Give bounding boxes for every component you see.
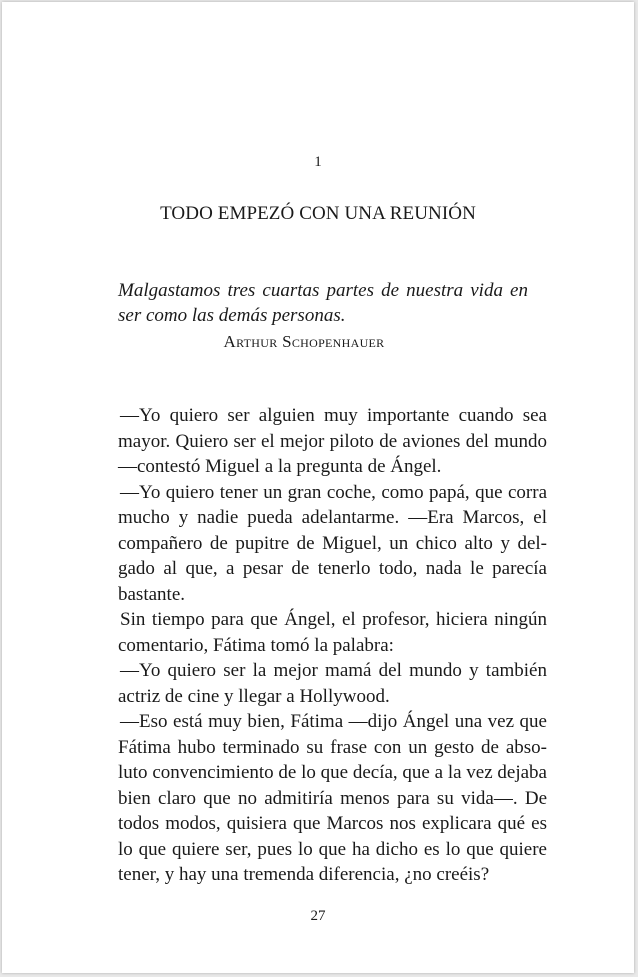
body-text bbox=[118, 403, 547, 888]
paragraph: —Yo quiero ser la mejor mamá del mundo y también actriz de cine y llegar a Hollywood. bbox=[118, 660, 547, 707]
epigraph bbox=[118, 278, 528, 354]
paragraph: —Yo quiero ser alguien muy importante cuando sea mayor. Quiero ser el mejor piloto de aviones del mundo —contestó Miguel a la pregunta de Ángel. bbox=[118, 405, 547, 477]
chapter-title: TODO EMPEZÓ CON UNA REUNIÓN bbox=[160, 203, 476, 224]
epigraph-quote: Malgastamos tres cuartas partes de nuestra vida en ser como las demás personas. bbox=[118, 280, 528, 326]
paragraph: —Eso está muy bien, Fátima —dijo Ángel una vez que Fátima hubo terminado su frase con un gesto de absoluto convencimiento de lo que decía, que a la vez dejaba bien claro que no admitiría menos para su vida—. De todos modos, quisiera que Marcos nos explicara qué es lo que quiere ser, pues lo que ha dicho es lo que quiere tener, y hay una tremenda diferencia, ¿no creéis? bbox=[118, 711, 547, 885]
page-number: 27 bbox=[310, 908, 326, 924]
paragraph: Sin tiempo para que Ángel, el profesor, hiciera ningún comentario, Fátima tomó la palabra: bbox=[118, 609, 547, 656]
epigraph-author: Arthur Schopenhauer bbox=[223, 332, 385, 351]
book-page bbox=[2, 2, 634, 973]
chapter-number: 1 bbox=[314, 154, 322, 170]
paragraph: —Yo quiero tener un gran coche, como papá, que corra mucho y nadie pueda adelantarme. —Era Marcos, el compañero de pupitre de Miguel, un chico alto y delgado al que, a pesar de tenerlo todo, nada le parecía bastante. bbox=[118, 481, 547, 605]
